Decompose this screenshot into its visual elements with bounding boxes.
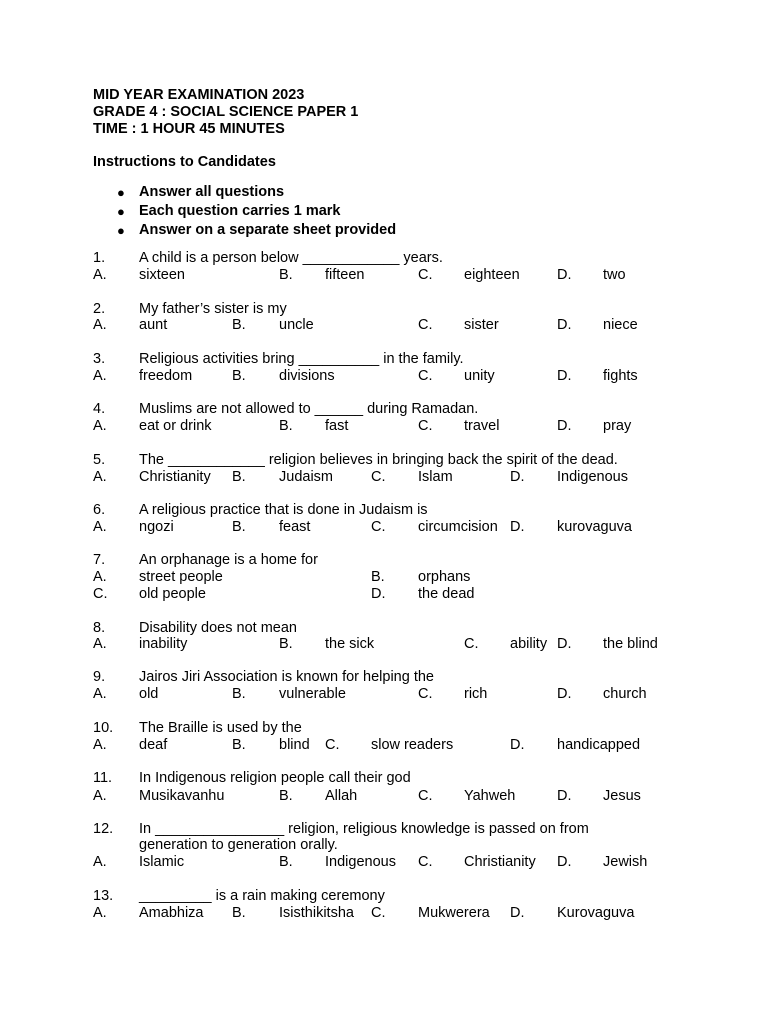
- question-number: 6.: [93, 502, 106, 518]
- question-number: 1.: [93, 250, 106, 266]
- option-text: eat or drink: [139, 418, 212, 434]
- option-letter: A.: [93, 636, 107, 652]
- option-letter: A.: [93, 569, 107, 585]
- exam-title: MID YEAR EXAMINATION 2023: [93, 87, 305, 103]
- option-text: Musikavanhu: [139, 788, 225, 804]
- option-text: sister: [464, 317, 499, 333]
- option-letter: A.: [93, 469, 107, 485]
- exam-time: TIME : 1 HOUR 45 MINUTES: [93, 121, 285, 137]
- option-text: kurovaguva: [557, 519, 632, 535]
- option-letter: C.: [325, 737, 340, 753]
- question-number: 13.: [93, 888, 114, 904]
- option-text: Kurovaguva: [557, 905, 635, 921]
- option-text: orphans: [418, 569, 471, 585]
- option-letter: B.: [232, 519, 246, 535]
- option-text: ngozi: [139, 519, 174, 535]
- option-letter: D.: [557, 317, 572, 333]
- option-letter: D.: [557, 788, 572, 804]
- option-text: blind: [279, 737, 310, 753]
- question-text: My father’s sister is my: [139, 301, 287, 317]
- option-letter: B.: [232, 317, 246, 333]
- question-text: In ________________ religion, religious knowledge is passed on from: [139, 821, 589, 837]
- instruction-item: Answer on a separate sheet provided: [139, 222, 397, 238]
- option-letter: C.: [371, 519, 386, 535]
- option-letter: B.: [279, 267, 293, 283]
- bullet: ●: [117, 204, 125, 219]
- question-number: 9.: [93, 669, 106, 685]
- question-text: A child is a person below ____________ years.: [139, 250, 443, 266]
- option-text: Isisthikitsha: [279, 905, 354, 921]
- option-text: feast: [279, 519, 311, 535]
- instruction-item: Answer all questions: [139, 184, 285, 200]
- option-text: the sick: [325, 636, 375, 652]
- question-text: _________ is a rain making ceremony: [139, 888, 385, 904]
- instructions-title: Instructions to Candidates: [93, 154, 276, 170]
- option-letter: A.: [93, 854, 107, 870]
- question-number: 5.: [93, 452, 106, 468]
- option-text: fights: [603, 368, 638, 384]
- option-text: two: [603, 267, 626, 283]
- option-text: Indigenous: [325, 854, 396, 870]
- option-letter: A.: [93, 686, 107, 702]
- option-text: uncle: [279, 317, 314, 333]
- option-text: old people: [139, 586, 206, 602]
- option-letter: D.: [510, 905, 525, 921]
- option-letter: D.: [557, 418, 572, 434]
- option-text: niece: [603, 317, 638, 333]
- option-letter: B.: [371, 569, 385, 585]
- option-letter: D.: [510, 519, 525, 535]
- exam-subject: GRADE 4 : SOCIAL SCIENCE PAPER 1: [93, 104, 359, 120]
- option-text: divisions: [279, 368, 335, 384]
- option-letter: A.: [93, 317, 107, 333]
- option-letter: D.: [557, 686, 572, 702]
- option-text: Christianity: [464, 854, 536, 870]
- option-letter: A.: [93, 737, 107, 753]
- question-text: Disability does not mean: [139, 620, 297, 636]
- option-text: Judaism: [279, 469, 333, 485]
- bullet: ●: [117, 185, 125, 200]
- option-text: old: [139, 686, 159, 702]
- option-text: sixteen: [139, 267, 185, 283]
- option-letter: B.: [232, 368, 246, 384]
- option-letter: C.: [418, 788, 433, 804]
- bullet: ●: [117, 223, 125, 238]
- option-letter: D.: [557, 368, 572, 384]
- option-text: handicapped: [557, 737, 641, 753]
- option-letter: C.: [418, 418, 433, 434]
- option-letter: B.: [232, 737, 246, 753]
- option-letter: C.: [371, 905, 386, 921]
- option-letter: D.: [557, 854, 572, 870]
- option-text: vulnerable: [279, 686, 346, 702]
- option-text: Indigenous: [557, 469, 628, 485]
- option-text: slow readers: [371, 737, 454, 753]
- question-text-continued: generation to generation orally.: [139, 837, 338, 853]
- option-letter: A.: [93, 368, 107, 384]
- option-letter: B.: [232, 469, 246, 485]
- option-letter: A.: [93, 418, 107, 434]
- option-text: deaf: [139, 737, 168, 753]
- option-text: inability: [139, 636, 188, 652]
- question-number: 4.: [93, 401, 106, 417]
- option-letter: C.: [93, 586, 108, 602]
- option-text: Jewish: [603, 854, 648, 870]
- option-letter: C.: [418, 368, 433, 384]
- option-text: fast: [325, 418, 349, 434]
- option-text: fifteen: [325, 267, 365, 283]
- option-letter: A.: [93, 267, 107, 283]
- option-text: pray: [603, 418, 632, 434]
- option-text: Allah: [325, 788, 358, 804]
- option-letter: B.: [232, 905, 246, 921]
- question-number: 3.: [93, 351, 106, 367]
- option-text: circumcision: [418, 519, 498, 535]
- option-letter: A.: [93, 519, 107, 535]
- option-letter: B.: [279, 854, 293, 870]
- option-text: Yahweh: [464, 788, 516, 804]
- option-text: street people: [139, 569, 223, 585]
- option-letter: C.: [418, 317, 433, 333]
- option-letter: D.: [557, 636, 572, 652]
- option-letter: A.: [93, 905, 107, 921]
- option-text: Jesus: [603, 788, 641, 804]
- question-text: Religious activities bring __________ in the family.: [139, 351, 464, 367]
- question-number: 2.: [93, 301, 106, 317]
- option-text: freedom: [139, 368, 193, 384]
- option-text: church: [603, 686, 647, 702]
- option-letter: C.: [418, 686, 433, 702]
- option-letter: B.: [279, 788, 293, 804]
- question-text: An orphanage is a home for: [139, 552, 318, 568]
- option-text: unity: [464, 368, 495, 384]
- option-letter: C.: [418, 854, 433, 870]
- option-letter: B.: [232, 686, 246, 702]
- option-text: travel: [464, 418, 500, 434]
- question-number: 8.: [93, 620, 106, 636]
- option-letter: D.: [557, 267, 572, 283]
- question-text: Muslims are not allowed to ______ during Ramadan.: [139, 401, 479, 417]
- option-text: the blind: [603, 636, 658, 652]
- option-text: Mukwerera: [418, 905, 490, 921]
- option-letter: A.: [93, 788, 107, 804]
- option-letter: D.: [371, 586, 386, 602]
- question-number: 12.: [93, 821, 114, 837]
- option-text: eighteen: [464, 267, 520, 283]
- question-number: 11.: [93, 770, 113, 786]
- option-letter: B.: [279, 636, 293, 652]
- instruction-item: Each question carries 1 mark: [139, 203, 341, 219]
- option-letter: C.: [464, 636, 479, 652]
- option-text: the dead: [418, 586, 475, 602]
- question-text: The ____________ religion believes in bringing back the spirit of the dead.: [139, 452, 618, 468]
- option-letter: C.: [418, 267, 433, 283]
- option-text: rich: [464, 686, 488, 702]
- question-text: In Indigenous religion people call their god: [139, 770, 411, 786]
- question-text: A religious practice that is done in Judaism is: [139, 502, 428, 518]
- question-text: Jairos Jiri Association is known for helping the: [139, 669, 434, 685]
- option-text: aunt: [139, 317, 168, 333]
- option-text: Amabhiza: [139, 905, 204, 921]
- option-text: Christianity: [139, 469, 211, 485]
- option-letter: D.: [510, 469, 525, 485]
- question-number: 10.: [93, 720, 114, 736]
- option-letter: C.: [371, 469, 386, 485]
- option-letter: B.: [279, 418, 293, 434]
- option-text: Islam: [418, 469, 453, 485]
- question-number: 7.: [93, 552, 106, 568]
- option-text: ability: [510, 636, 548, 652]
- option-text: Islamic: [139, 854, 185, 870]
- option-letter: D.: [510, 737, 525, 753]
- question-text: The Braille is used by the: [139, 720, 302, 736]
